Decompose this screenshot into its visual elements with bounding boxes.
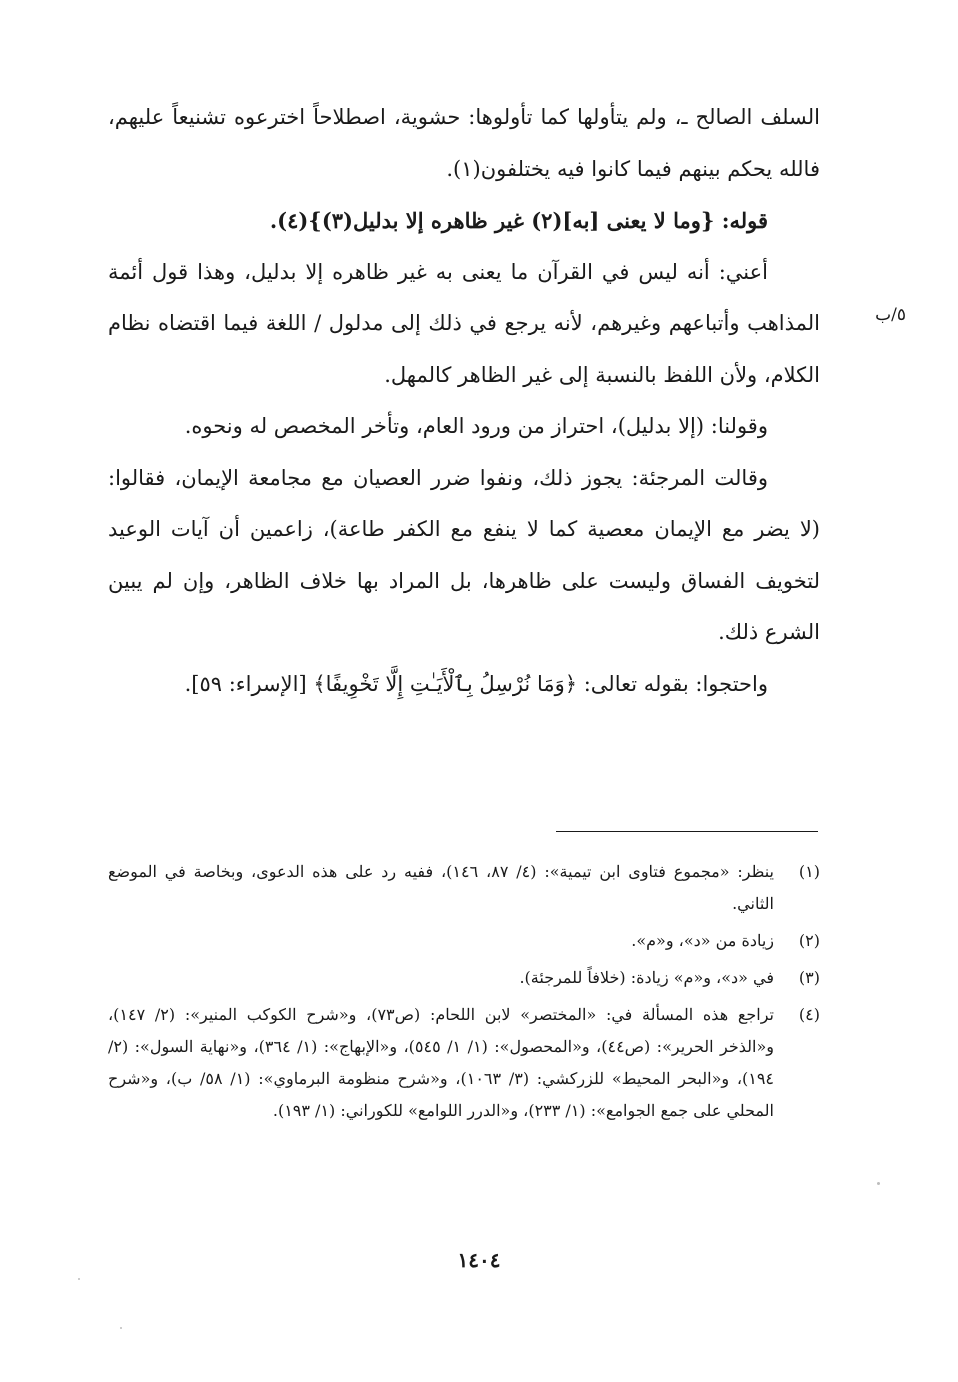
footnote-number: (٣) bbox=[798, 968, 820, 987]
paragraph-1: السلف الصالح ـ، ولم يتأولها كما تأولوها: حشوية، اصطلاحاً اخترعوه تشنيعاً عليهم، فالله يحكم بينهم فيما كانوا فيه يختلفون(١). bbox=[108, 105, 820, 181]
footnote-text: ينظر: «مجموع فتاوى ابن تيمية»: (٤/ ٨٧، ١٤٦)، ففيه رد على هذه الدعوى، وبخاصة في الموضع الثاني. bbox=[108, 862, 774, 913]
manuscript-folio-marker: ٥/ب bbox=[875, 305, 906, 325]
page-number: ١٤٠٤ bbox=[457, 1248, 501, 1272]
paragraph-4: وقولنا: (إلا بدليل)، احتراز من ورود العام، وتأخر المخصص له ونحوه. bbox=[184, 414, 768, 438]
footnote bbox=[108, 999, 820, 1127]
footnote-text: زيادة من «د»، و«م». bbox=[631, 931, 774, 950]
scan-speck bbox=[120, 1327, 122, 1329]
footnote-number: (٤) bbox=[798, 1005, 820, 1024]
scan-speck bbox=[877, 1182, 880, 1185]
footnote-number: (٢) bbox=[798, 931, 820, 950]
footnotes bbox=[108, 856, 820, 1132]
footnote bbox=[108, 962, 820, 994]
footnote bbox=[108, 925, 820, 957]
footnote-text: في «د»، و«م» زيادة: (خلافاً للمرجئة). bbox=[519, 968, 774, 987]
footnote-text: تراجع هذه المسألة في: «المختصر» لابن اللحام: (ص٧٣)، و«شرح الكوكب المنير»: (٢/ ١٤٧)، و«الذخر الحرير»: (ص٤٤)، و«المحصول»: (١/ ١/ ٥٤٥)، و«الإبهاج»: (١/ ٣٦٤)، و«نهاية السول»: (٢/ ١٩٤)، و«البحر المحيط» للزركشي: (٣/ ١٠٦٣)، و«شرح منظومة البرماوي»: (١/ ٥٨/ ب)، و«شرح المحلي على جمع الجوامع»: (١/ ٢٣٣)، و«الدرر اللوامع» للكوراني: (١/ ١٩٣). bbox=[108, 1005, 775, 1120]
main-text bbox=[108, 92, 820, 710]
paragraph-2-quote: قوله: {وما لا يعنى [به](٢) غير ظاهره إلا بدليل(٣)}(٤). bbox=[269, 208, 768, 233]
paragraph-5: وقالت المرجئة: يجوز ذلك، ونفوا ضرر العصيان مع مجامعة الإيمان، فقالوا: (لا يضر مع الإيمان معصية كما لا ينفع مع الكفر طاعة)، زاعمين أن آيات الوعيد لتخويف الفساق وليست على ظاهرها، بل المراد بها خلاف الظاهر، وإن لم يبين الشرع ذلك. bbox=[108, 465, 820, 644]
footnote bbox=[108, 856, 820, 920]
footnote-divider bbox=[556, 831, 818, 832]
scan-speck bbox=[78, 1278, 80, 1280]
paragraph-6: واحتجوا: بقوله تعالى: ﴿وَمَا نُرْسِلُ بِٱلْأَيَـٰتِ إِلَّا تَخْوِيفًا﴾ [الإسراء: ٥٩]. bbox=[184, 671, 768, 696]
footnote-number: (١) bbox=[798, 862, 820, 881]
paragraph-3: أعني: أنه ليس في القرآن ما يعنى به غير ظاهره إلا بدليل، وهذا قول أئمة المذاهب وأتباعهم وغيرهم، لأنه يرجع في ذلك إلى مدلول / اللغة فيما اقتضاه نظام الكلام، ولأن اللفظ بالنسبة إلى غير الظاهر كالمهل. bbox=[108, 259, 820, 387]
